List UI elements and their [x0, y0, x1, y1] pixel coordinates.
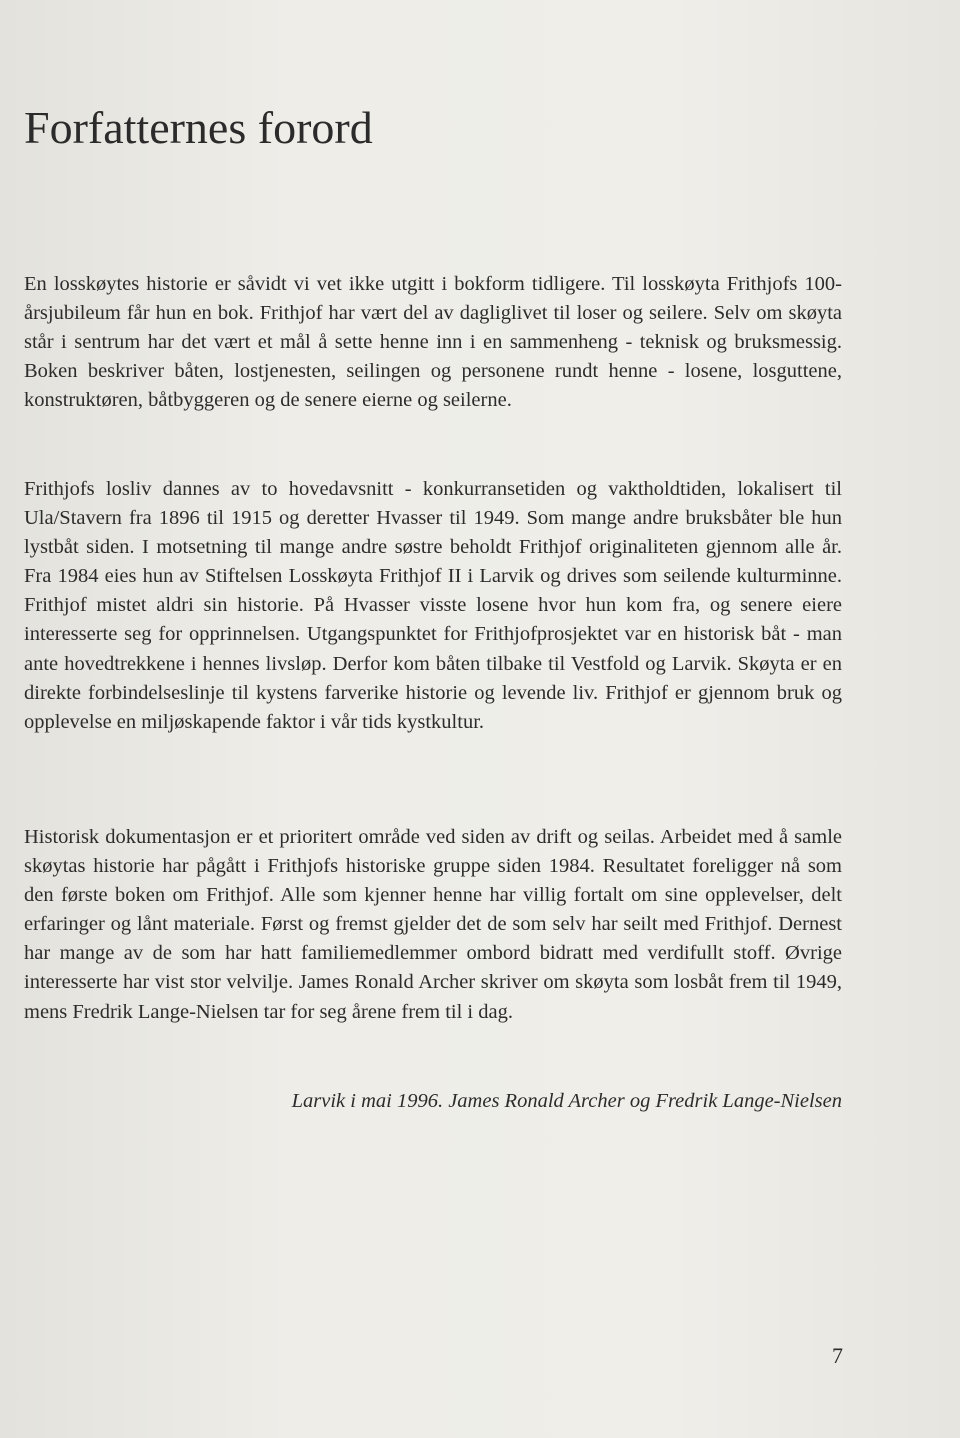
- paragraph-1: En losskøytes historie er såvidt vi vet ikke utgitt i bokform tidligere. Til losskøyta Frithjofs 100-årsjubileum får hun en bok. Frithjof har vært del av dagliglivet til loser og seilere. Selv om skøyta står i sentrum har det vært et mål å sette henne inn i en sammenheng - teknisk og bruksmessig. Boken beskriver båten, lostjenesten, seilingen og personene rundt henne - losene, losguttene, konstruktøren, båtbyggeren og de senere eierne og seilerne.: [24, 273, 842, 412]
- page-title: Forfatternes forord: [24, 102, 373, 153]
- signature: Larvik i mai 1996. James Ronald Archer og Fredrik Lange-Nielsen: [291, 1090, 842, 1112]
- page-number: 7: [832, 1343, 843, 1368]
- paragraph-3: Historisk dokumentasjon er et prioritert område ved siden av drift og seilas. Arbeidet med å samle skøytas historie har pågått i Frithjofs historiske gruppe siden 1984. Resultatet foreligger nå som den første boken om Frithjof. Alle som kjenner henne har villig fortalt om sine opplevelser, delt erfaringer og lånt materiale. Først og fremst gjelder det de som selv har seilt med Frithjof. Dernest har mange av de som har hatt familiemedlemmer ombord bidratt med verdifullt stoff. Øvrige interesserte har vist stor velvilje. James Ronald Archer skriver om skøyta som losbåt frem til 1949, mens Fredrik Lange-Nielsen tar for seg årene frem til i dag.: [24, 826, 842, 1023]
- paragraph-2: Frithjofs losliv dannes av to hovedavsnitt - konkurransetiden og vaktholdtiden, lokalisert til Ula/Stavern fra 1896 til 1915 og deretter Hvasser til 1949. Som mange andre bruksbåter ble hun lystbåt siden. I motsetning til mange andre søstre beholdt Frithjof originaliteten gjennom alle år. Fra 1984 eies hun av Stiftelsen Losskøyta Frithjof II i Larvik og drives som seilende kulturminne. Frithjof mistet aldri sin historie. På Hvasser visste losene hvor hun kom fra, og senere eiere interesserte seg for opprinnelsen. Utgangspunktet for Frithjofprosjektet var en historisk båt - man ante hovedtrekkene i hennes livsløp. Derfor kom båten tilbake til Vestfold og Larvik. Skøyta er en direkte forbindelseslinje til kystens farverike historie og levende liv. Frithjof er gjennom bruk og opplevelse en miljøskapende faktor i vår tids kystkultur.: [24, 478, 842, 733]
